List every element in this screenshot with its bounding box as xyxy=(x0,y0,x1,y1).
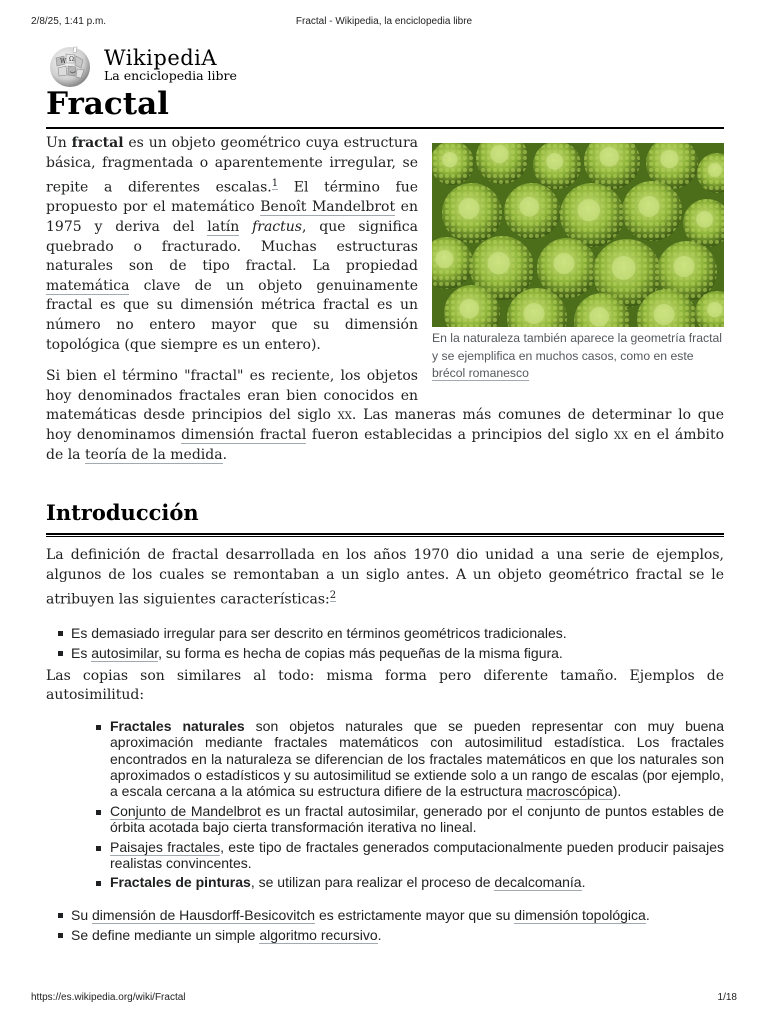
autosimilitud-examples-list xyxy=(110,718,724,891)
wikipedia-globe-icon xyxy=(46,44,94,88)
reference-1-link[interactable]: 1 xyxy=(271,178,279,190)
print-footer xyxy=(31,992,737,1006)
text: Es demasiado irregular para ser descrito en términos geométricos tradicionales. xyxy=(71,624,567,641)
text: . Las maneras más comunes de determinar lo que hoy denominamos xyxy=(46,407,724,443)
list-item xyxy=(46,905,724,925)
text: es estrictamente mayor que su xyxy=(315,906,515,923)
list-item xyxy=(46,925,724,945)
print-page-title: Fractal - Wikipedia, la enciclopedia libre xyxy=(295,16,473,27)
svg-text:Ω: Ω xyxy=(69,56,74,63)
print-date: 2/8/25, 1:41 p.m. xyxy=(31,16,107,27)
print-url: https://es.wikipedia.org/wiki/Fractal xyxy=(31,992,186,1003)
text: fueron establecidas a principios del siglo xyxy=(306,426,614,443)
autosimilitud-paragraph: Las copias son similares al todo: misma forma pero diferente tamaño. Ejemplos de autosimilitud: xyxy=(46,667,724,704)
text: . xyxy=(377,926,382,943)
title-divider xyxy=(46,127,724,129)
text: son objetos naturales que se pueden representar con muy buena aproximación mediante fractales matemáticos con autosimilitud estadística. Los fractales encontrados en la naturaleza se diferencian de los fractales matemáticos en que los naturales son aproximados o estadísticos y su autosimilitud se extiende solo a un rango de escalas (por ejemplo, a escala cercana a la atómica su estructura difiere de la estructura xyxy=(110,717,724,800)
list-item xyxy=(46,643,724,663)
print-header xyxy=(31,16,737,30)
algoritmo-recursivo-link[interactable]: algoritmo recursivo xyxy=(259,926,378,943)
text: Su xyxy=(71,906,93,923)
caption-text: En la naturaleza también aparece la geometría fractal y se ejemplifica en muchos casos, como en este xyxy=(432,331,722,363)
svg-text:ب: ب xyxy=(70,68,76,75)
text: Se define mediante un simple xyxy=(71,926,260,943)
text: ). xyxy=(612,783,622,800)
text: , que significa quebrado o fracturado. Muchas estructuras naturales son de tipo fractal. La propiedad xyxy=(46,219,418,275)
text: , este tipo de fractales generados computacionalmente pueden producir paisajes realistas convincentes. xyxy=(110,838,724,872)
svg-text:W: W xyxy=(60,58,67,65)
print-page-number: 1/18 xyxy=(717,992,737,1003)
article-body xyxy=(46,131,724,945)
text: Es xyxy=(71,644,92,661)
dimension-list xyxy=(46,905,724,945)
decalcomania-link[interactable]: decalcomanía xyxy=(494,874,582,891)
paisajes-fractales-link[interactable]: Paisajes fractales xyxy=(110,838,221,855)
autosimilar-link[interactable]: autosimilar xyxy=(91,644,159,661)
text: es un fractal autosimilar, generado por el conjunto de puntos estables de órbita acotada bajo cierta transformación iterativa no lineal. xyxy=(110,802,725,836)
romanesco-figure xyxy=(432,143,724,383)
teoria-medida-link[interactable]: teoría de la medida xyxy=(84,446,223,463)
hausdorff-link[interactable]: dimensión de Hausdorff-Besicovitch xyxy=(92,906,316,923)
text: clave de un objeto genuinamente fractal es que su dimensión métrica fractal es un número no entero mayor que su dimensión topológica (que siempre es un entero). xyxy=(46,277,418,353)
wikipedia-tagline: La enciclopedia libre xyxy=(104,68,237,83)
reference-2-link[interactable]: 2 xyxy=(329,590,337,602)
century: xx xyxy=(613,426,629,443)
text: , se utilizan para realizar el proceso de xyxy=(250,874,495,891)
text: . xyxy=(222,446,228,463)
century: xx xyxy=(337,407,352,424)
macroscopica-link[interactable]: macroscópica xyxy=(526,783,613,800)
text: El término fue propuesto por el matemático xyxy=(46,179,418,216)
list-item xyxy=(110,803,724,836)
dimension-fractal-link[interactable]: dimensión fractal xyxy=(181,426,307,443)
romanesco-image[interactable] xyxy=(432,143,724,327)
introduccion-paragraph xyxy=(46,546,724,610)
text: La definición de fractal desarrollada en los años 1970 dio unidad a una serie de ejemplos, algunos de los cuales se remontaban a un siglo antes. A un objeto geométrico fractal se le atribuyen las siguientes características: xyxy=(46,547,724,608)
text: Un xyxy=(46,135,72,151)
list-item xyxy=(110,718,724,800)
figure-caption xyxy=(432,330,724,383)
list-item xyxy=(46,623,724,643)
list-item xyxy=(110,839,724,872)
text xyxy=(239,219,252,235)
term-fractal: fractal xyxy=(71,135,124,151)
text: , su forma es hecha de copias más pequeñas de la misma figura. xyxy=(158,644,563,661)
mandelbrot-link[interactable]: Benoît Mandelbrot xyxy=(260,199,396,216)
romanesco-link[interactable]: brécol romanesco xyxy=(432,366,529,381)
text: . xyxy=(645,906,650,923)
term-fractus: fractus xyxy=(252,219,302,236)
latin-link[interactable]: latín xyxy=(207,219,240,236)
text: es un objeto geométrico cuya estructura básica, fragmentada o aparentemente irregular, se repite a diferentes escalas. xyxy=(46,135,418,196)
term: Fractales de pinturas xyxy=(110,874,251,891)
text: . xyxy=(581,874,586,891)
characteristics-list xyxy=(46,623,724,663)
text: Si bien el término "fractal" es reciente, los objetos hoy denominados fractales eran bien conocidos en matemáticas desde principios del siglo xyxy=(46,368,418,424)
text: en el ámbito de la xyxy=(46,426,725,463)
section-divider xyxy=(46,533,724,537)
section-heading-introduccion: Introducción xyxy=(46,500,199,526)
matematica-link[interactable]: matemática xyxy=(46,277,130,294)
term: Fractales naturales xyxy=(110,717,245,734)
list-item xyxy=(110,874,724,890)
conjunto-mandelbrot-link[interactable]: Conjunto de Mandelbrot xyxy=(110,802,261,819)
wikipedia-wordmark: WikipediA xyxy=(104,46,218,70)
dimension-topologica-link[interactable]: dimensión topológica xyxy=(514,906,646,923)
page-title: Fractal xyxy=(46,86,169,122)
text: en 1975 y deriva del xyxy=(46,199,418,236)
